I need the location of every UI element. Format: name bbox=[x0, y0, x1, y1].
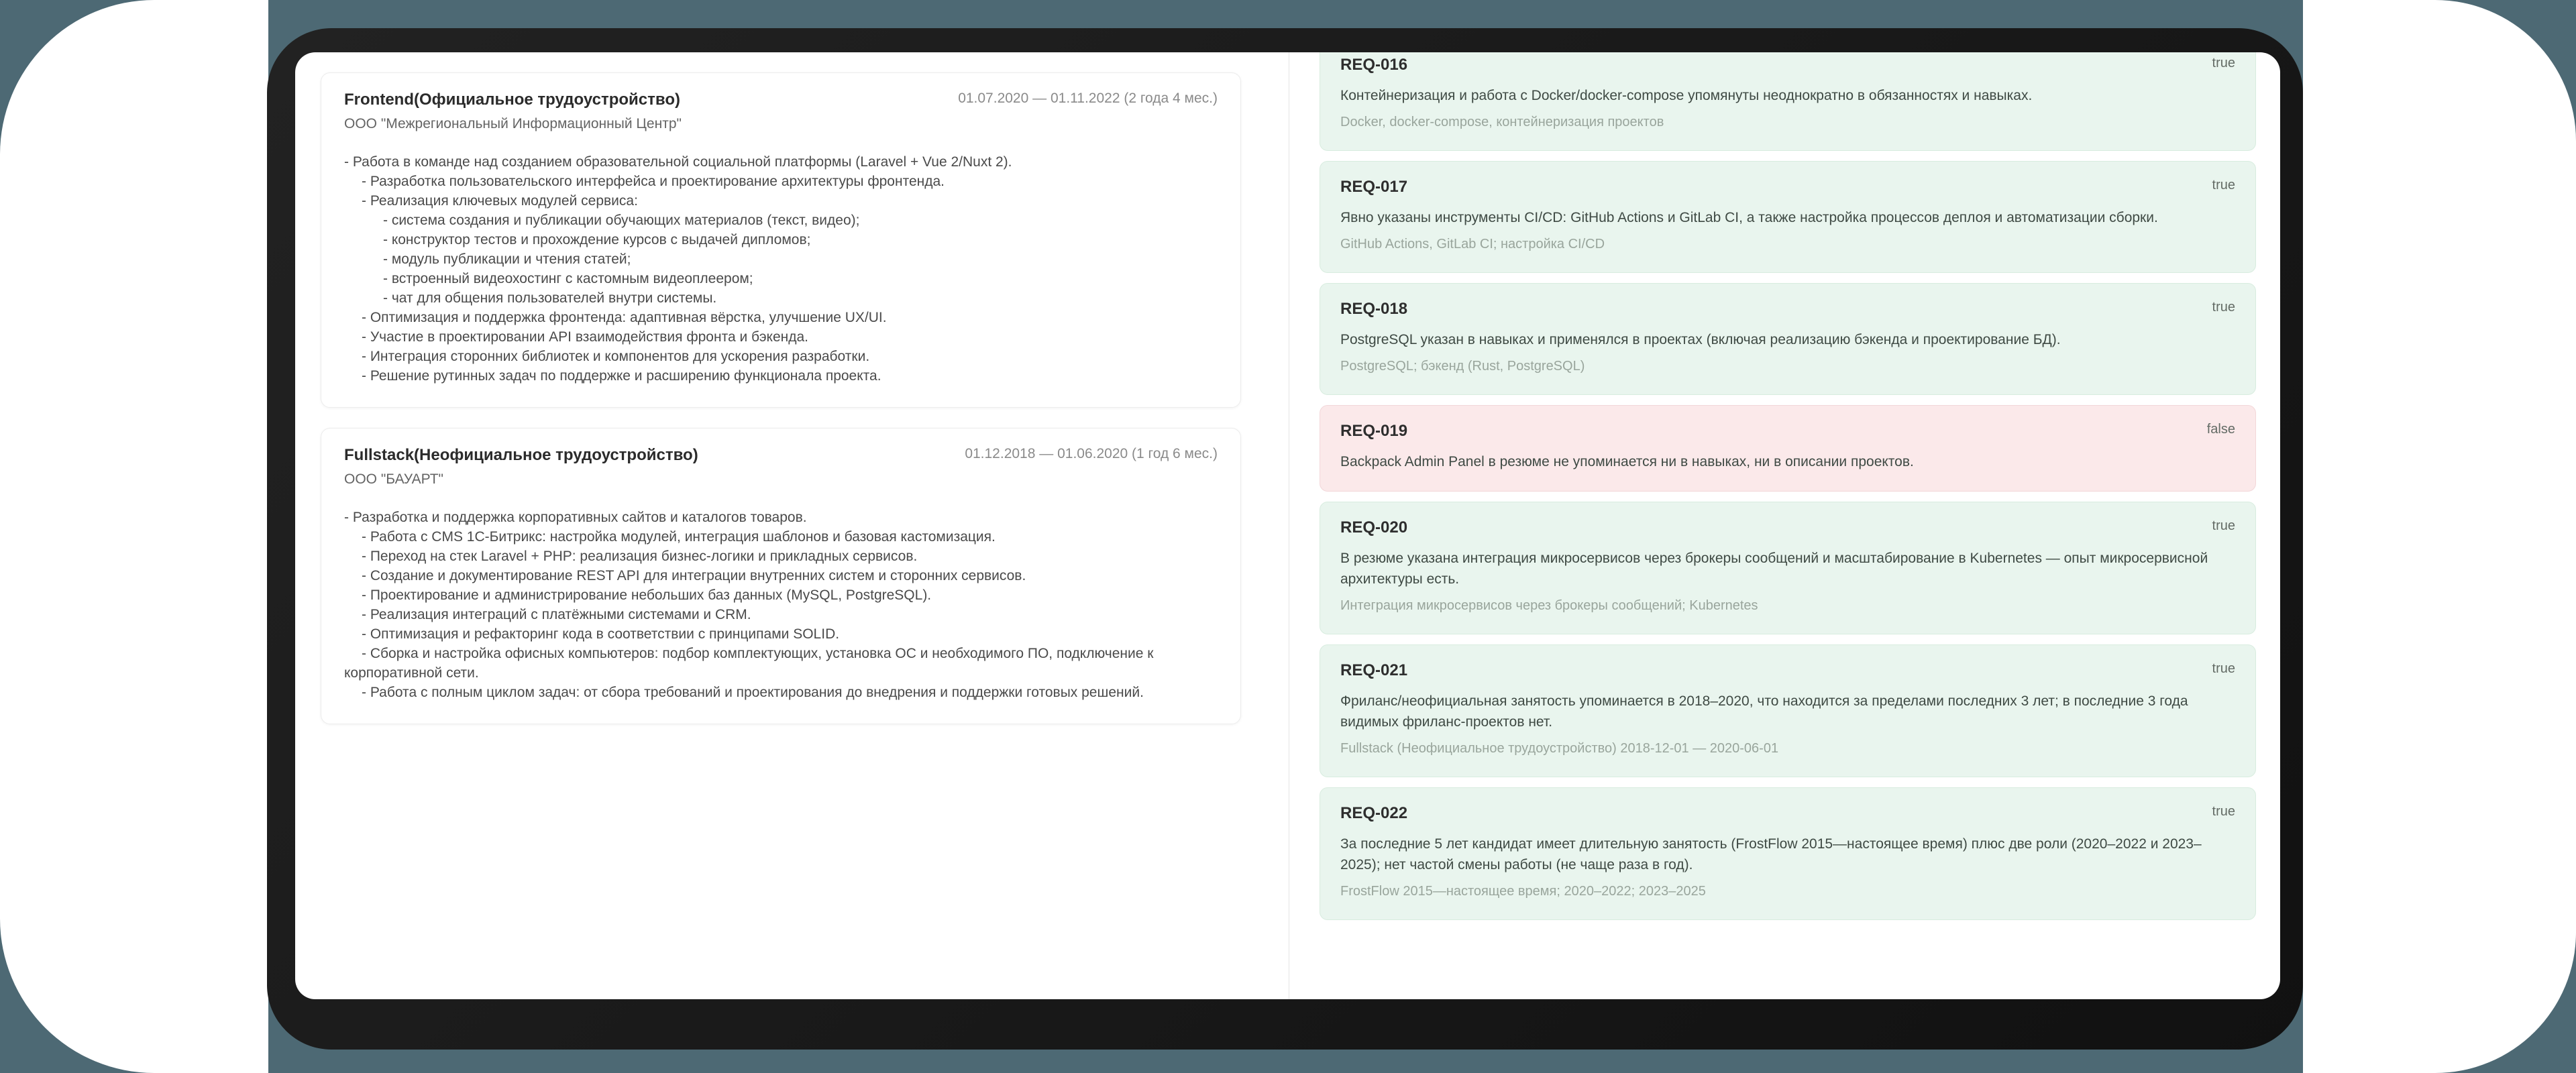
requirement-verdict: true bbox=[2212, 300, 2235, 315]
requirement-verdict: true bbox=[2212, 804, 2235, 819]
job-card-header bbox=[344, 91, 1218, 109]
job-bullet: - конструктор тестов и прохождение курсов с выдачей дипломов; bbox=[383, 232, 811, 247]
requirement-evidence: Интеграция микросервисов через брокеры сообщений; Kubernetes bbox=[1340, 598, 1758, 613]
job-period: 01.12.2018 — 01.06.2020 (1 год 6 мес.) bbox=[965, 446, 1218, 461]
job-card-header bbox=[344, 446, 1218, 465]
job-bullet: - Разработка пользовательского интерфейса и проектирование архитектуры фронтенда. bbox=[362, 174, 945, 189]
job-bullet-list bbox=[344, 152, 1218, 386]
device-bezel-frame bbox=[267, 28, 2303, 1050]
job-bullet: - Разработка и поддержка корпоративных сайтов и каталогов товаров. bbox=[344, 510, 807, 525]
requirement-description: PostgreSQL указан в навыках и применялся в проектах (включая реализацию бэкенда и проектирование БД). bbox=[1340, 332, 2061, 347]
requirement-verdict: true bbox=[2212, 56, 2235, 70]
job-bullet: - Работа с полным циклом задач: от сбора требований и проектирования до внедрения и поддержки готовых решений. bbox=[362, 685, 1144, 700]
job-bullet: - Оптимизация и рефакторинг кода в соответствии с принципами SOLID. bbox=[362, 626, 840, 642]
requirement-id: REQ-020 bbox=[1340, 518, 1408, 536]
requirement-description: Контейнеризация и работа с Docker/docker-compose упомянуты неоднократно в обязанностях и навыках. bbox=[1340, 88, 2033, 103]
job-bullet-list bbox=[344, 508, 1218, 702]
job-bullet: - Проектирование и администрирование небольших баз данных (MySQL, PostgreSQL). bbox=[362, 587, 932, 603]
left-edge-decoration bbox=[0, 0, 268, 1073]
job-bullet: - чат для общения пользователей внутри системы. bbox=[383, 290, 717, 306]
requirement-description: В резюме указана интеграция микросервисов через брокеры сообщений и масштабирование в Kubernetes — опыт микросервисной архитектуры есть. bbox=[1340, 551, 2208, 587]
requirement-card bbox=[1320, 52, 2256, 151]
requirement-verdict: true bbox=[2212, 178, 2235, 192]
requirement-card-header bbox=[1340, 518, 2235, 537]
job-title: Frontend(Официальное трудоустройство) bbox=[344, 91, 680, 109]
requirement-card-header bbox=[1340, 56, 2235, 74]
requirement-card-header bbox=[1340, 300, 2235, 319]
requirement-card-header bbox=[1340, 661, 2235, 680]
requirement-verdict: false bbox=[2206, 422, 2235, 437]
job-card bbox=[321, 72, 1241, 408]
app-page bbox=[295, 52, 2280, 999]
requirement-id: REQ-021 bbox=[1340, 661, 1408, 679]
requirement-id: REQ-016 bbox=[1340, 56, 1408, 74]
job-card bbox=[321, 428, 1241, 724]
requirement-evidence: Docker, docker-compose, контейнеризация проектов bbox=[1340, 115, 1664, 129]
requirement-evidence: FrostFlow 2015—настоящее время; 2020–2022; 2023–2025 bbox=[1340, 884, 1706, 899]
job-bullet: - Интеграция сторонних библиотек и компонентов для ускорения разработки. bbox=[362, 349, 870, 364]
requirement-card bbox=[1320, 161, 2256, 273]
job-bullet: - встроенный видеохостинг с кастомным видеоплеером; bbox=[383, 271, 753, 286]
experience-column bbox=[321, 52, 1241, 724]
requirement-card bbox=[1320, 787, 2256, 920]
job-company: ООО "Межрегиональный Информационный Центр" bbox=[344, 116, 682, 131]
job-company: ООО "БАУАРТ" bbox=[344, 471, 443, 487]
job-bullet: - Переход на стек Laravel + PHP: реализация бизнес-логики и прикладных сервисов. bbox=[362, 549, 918, 564]
job-bullet: - Реализация ключевых модулей сервиса: bbox=[362, 193, 638, 209]
job-bullet: - Работа с CMS 1С-Битрикс: настройка модулей, интеграция шаблонов и базовая кастомизация. bbox=[362, 529, 996, 545]
requirement-id: REQ-019 bbox=[1340, 422, 1408, 440]
requirement-id: REQ-022 bbox=[1340, 804, 1408, 822]
requirements-column bbox=[1320, 52, 2256, 930]
requirement-verdict: true bbox=[2212, 661, 2235, 676]
requirement-id: REQ-017 bbox=[1340, 178, 1408, 196]
requirement-id: REQ-018 bbox=[1340, 300, 1408, 318]
job-bullet: - Работа в команде над созданием образовательной социальной платформы (Laravel + Vue 2/Nuxt 2). bbox=[344, 154, 1012, 170]
requirement-card bbox=[1320, 405, 2256, 492]
right-edge-decoration bbox=[2303, 0, 2576, 1073]
requirement-description: Фриланс/неофициальная занятость упоминается в 2018–2020, что находится за пределами последних 3 лет; в последние 3 года видимых фриланс-проектов нет. bbox=[1340, 693, 2188, 730]
requirement-card-header bbox=[1340, 178, 2235, 196]
requirement-evidence: GitHub Actions, GitLab CI; настройка CI/CD bbox=[1340, 237, 1605, 251]
job-bullet: - Решение рутинных задач по поддержке и расширению функционала проекта. bbox=[362, 368, 881, 384]
job-bullet: - модуль публикации и чтения статей; bbox=[383, 251, 631, 267]
requirement-description: Явно указаны инструменты CI/CD: GitHub Actions и GitLab CI, а также настройка процессов деплоя и автоматизации сборки. bbox=[1340, 210, 2158, 225]
job-bullet: - Оптимизация и поддержка фронтенда: адаптивная вёрстка, улучшение UX/UI. bbox=[362, 310, 887, 325]
job-bullet: - система создания и публикации обучающих материалов (текст, видео); bbox=[383, 213, 860, 228]
requirement-description: Backpack Admin Panel в резюме не упоминается ни в навыках, ни в описании проектов. bbox=[1340, 454, 1914, 469]
requirement-evidence: PostgreSQL; бэкенд (Rust, PostgreSQL) bbox=[1340, 359, 1585, 374]
requirement-card bbox=[1320, 644, 2256, 777]
requirement-card bbox=[1320, 283, 2256, 395]
requirement-card-header bbox=[1340, 804, 2235, 823]
requirement-verdict: true bbox=[2212, 518, 2235, 533]
requirement-card bbox=[1320, 502, 2256, 634]
job-bullet: - Сборка и настройка офисных компьютеров: подбор комплектующих, установка ОС и необходимого ПО, подключение к корпоративной сети. bbox=[344, 646, 1154, 681]
requirement-description: За последние 5 лет кандидат имеет длительную занятость (FrostFlow 2015—настоящее время) плюс две роли (2020–2022 и 2023–2025); нет частой смены работы (не чаще раза в год). bbox=[1340, 836, 2202, 872]
job-title: Fullstack(Неофициальное трудоустройство) bbox=[344, 446, 698, 464]
requirement-evidence: Fullstack (Неофициальное трудоустройство) 2018-12-01 — 2020-06-01 bbox=[1340, 741, 1779, 756]
job-period: 01.07.2020 — 01.11.2022 (2 года 4 мес.) bbox=[958, 91, 1218, 106]
requirement-card-header bbox=[1340, 422, 2235, 441]
job-bullet: - Создание и документирование REST API для интеграции внутренних систем и сторонних сервисов. bbox=[362, 568, 1026, 583]
job-bullet: - Реализация интеграций с платёжными системами и CRM. bbox=[362, 607, 751, 622]
job-bullet: - Участие в проектировании API взаимодействия фронта и бэкенда. bbox=[362, 329, 809, 345]
